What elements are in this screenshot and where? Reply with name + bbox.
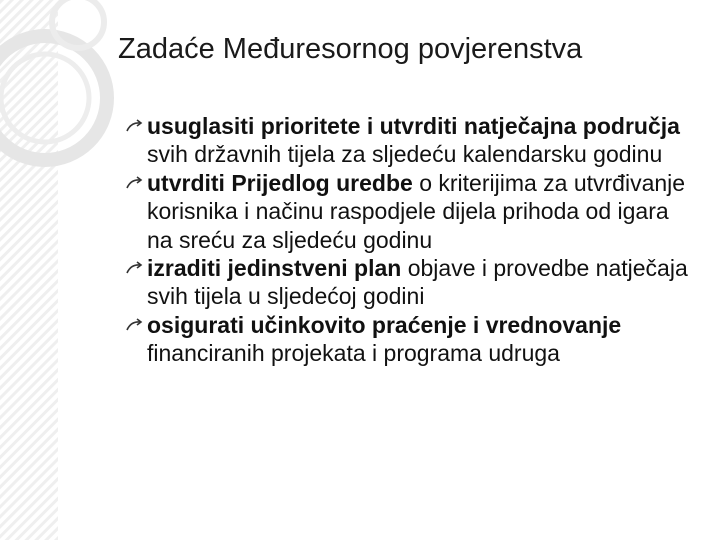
bullet-emphasis: usuglasiti prioritete i utvrditi natječajna područja xyxy=(147,113,680,139)
bullet-text: svih državnih tijela za sljedeću kalendarsku godinu xyxy=(147,141,663,168)
bullet-text: financiranih projekata i programa udruga xyxy=(147,340,560,367)
curved-arrow-icon xyxy=(125,260,145,276)
bullet-list xyxy=(125,112,695,368)
bullet-item xyxy=(125,112,695,169)
bullet-emphasis: osigurati učinkovito praćenje i vrednovanje xyxy=(147,311,622,338)
slide-title: Zadaće Međuresornog povjerenstva xyxy=(118,33,583,65)
bullet-text: objave i provedbe natječaja svih tijela u sljedećoj godini xyxy=(147,255,688,310)
curved-arrow-icon xyxy=(125,175,145,191)
bullet-text: o kriterijima za utvrđivanje korisnika i načinu raspodjele dijela prihoda od igara na sreću za sljedeću godinu xyxy=(147,169,686,253)
bullet-emphasis: utvrditi Prijedlog uredbe xyxy=(147,169,413,196)
bullet-item xyxy=(125,169,695,254)
curved-arrow-icon xyxy=(125,317,145,333)
bullet-item xyxy=(125,311,695,368)
curved-arrow-icon xyxy=(125,118,145,134)
bullet-item xyxy=(125,254,695,311)
bullet-emphasis: izraditi jedinstveni plan xyxy=(147,255,402,282)
